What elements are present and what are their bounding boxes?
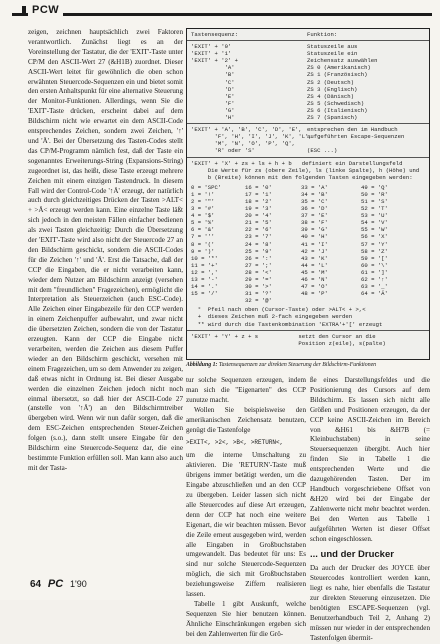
window-line: 'EXIT' + 'X' + zs + ls + h + b definiert ein Darstellungsfeld xyxy=(191,159,403,167)
function-cell: Zeichensatz auswählen xyxy=(307,57,378,65)
value-cell: 57 = 'Y' xyxy=(361,240,388,248)
value-cell: 16 = '0' xyxy=(245,183,272,191)
divider xyxy=(187,157,429,158)
value-cell: 35 = 'C' xyxy=(301,197,328,205)
value-cell: 63 = '_' xyxy=(361,283,388,291)
value-cell: 38 = 'F' xyxy=(301,219,328,227)
key-sequence-cell: 'EXIT' + 'A', 'B', 'C', 'D', 'E', xyxy=(191,126,302,134)
value-cell: 52 = 'T' xyxy=(361,205,388,213)
page-footer xyxy=(30,578,87,590)
value-grid xyxy=(191,184,425,305)
left-text-column xyxy=(28,28,183,568)
function-cell xyxy=(307,140,425,147)
header-rule xyxy=(12,13,432,16)
value-cell: 22 = '6' xyxy=(245,226,272,234)
key-sequence-cell: 'G' xyxy=(191,106,235,114)
value-cell: 24 = '8' xyxy=(245,240,272,248)
note-arrow: ° Pfeil nach oben (Cursor-Taste) oder >ALT< + >,< xyxy=(191,306,366,314)
cursor-line-2: Position z(eile), s(palte) xyxy=(191,339,386,347)
key-sequence-table xyxy=(186,28,430,360)
value-cell: 45 = 'M' xyxy=(301,268,328,276)
mid-paragraph-1: tur solche Sequenzen erzeugen, indem man sich die "Eigenarten" des CCP zunutze macht. xyxy=(186,376,306,404)
value-cell: 34 = 'B' xyxy=(301,190,328,198)
value-cell: 18 = '2' xyxy=(245,197,272,205)
value-cell: 25 = '9' xyxy=(245,247,272,255)
value-cell: 5 = '%' xyxy=(191,219,215,227)
value-cell: 59 = '[' xyxy=(361,254,388,262)
value-cell: 4 = '$' xyxy=(191,212,215,220)
value-cell: 7 = ''' xyxy=(191,233,215,241)
value-cell: 21 = '5' xyxy=(245,219,272,227)
printer-subheading: ... und der Drucker xyxy=(310,549,394,561)
right-paragraph-1: ße eines Darstellungsfeldes und die Positionierung des Cursors auf dem Bildschirm. Es lassen sich nicht alle Größen und Positionen erzeugen, da der CCP keine ASCII-Zeichen im Bereich von &H61 bis &H7B (= Kleinbuchstaben) in seine Steuersequenzen übergibt. Auch hier finden Sie in Tabelle 1 die entsprechenden Werte und die dazugehörenden Tasten. Der im Handbuch vorgeschriebene Offset von &H20 wird bei der Eingabe der Zahlenwerte nicht mehr beachtet werden. Bei den Werten aus Tabelle 1 aufgeführten Werten ist dieser Offset schon eingeschlossen. xyxy=(310,376,430,543)
key-sequence-cell: 'B' xyxy=(191,71,235,79)
value-cell: 49 = 'Q' xyxy=(361,183,388,191)
value-cell: 1 = '!' xyxy=(191,190,215,198)
value-cell: 61 = ']' xyxy=(361,268,388,276)
right-paragraph-2: Da auch der Drucker des JOYCE über Steuercodes kontrolliert werden kann, liegt es nahe, hier ebenfalls die Tastatur zur direkten Steuerung einzusetzen. Die benötigten ESCAPE-Sequenzen (vgl. Benutzerhandbuch Teil 2, Anhang 2) müssen nur wieder in der entsprechenden Tastenfolgen übermit- xyxy=(310,564,430,642)
value-cell: 33 = 'A' xyxy=(301,183,328,191)
value-cell: 32 = '@' xyxy=(245,297,272,305)
table-row xyxy=(191,133,425,140)
page-number: 64 xyxy=(30,579,42,590)
window-desc-1: Die Werte für zs (obere Zeile), ls (linke Spalte), h (Höhe) und xyxy=(191,166,420,174)
value-cell: 42 = 'J' xyxy=(301,247,328,255)
function-cell: ZS 0 (Amerikanisch) xyxy=(307,64,371,72)
value-cell: 13 = '-' xyxy=(191,276,218,283)
table-row xyxy=(191,107,425,114)
value-cell: 37 = 'E' xyxy=(301,212,328,220)
value-cell: 27 = ';' xyxy=(245,261,272,269)
key-sequence-cell: 'E' xyxy=(191,92,235,100)
function-cell: Statuszeile aus xyxy=(307,43,358,51)
value-cell: 30 = '>' xyxy=(245,283,272,291)
value-cell: 11 = '+' xyxy=(191,261,218,269)
function-cell: entsprechen den im Handbuch xyxy=(307,126,398,134)
value-cell: 51 = 'S' xyxy=(361,197,388,205)
function-cell: Statuszeile ein xyxy=(307,50,358,58)
value-cell: 29 = '=' xyxy=(245,276,272,283)
magazine-logo: PC xyxy=(47,578,64,590)
divider xyxy=(187,40,429,41)
key-sequence-cell: 'EXIT' + '0' xyxy=(191,43,232,51)
cursor-line: 'EXIT' + 'Y' + z + s setzt den Cursor an die xyxy=(191,332,376,340)
mid-paragraph-4: Tabelle 1 gibt Auskunft, welche Sequenzen Sie hier benutzen können. Ähnliche Einschränkungen ergeben sich bei den Zahlenwerten für die Grö- xyxy=(186,599,306,638)
table-header-row xyxy=(191,31,425,38)
value-cell: 20 = '4' xyxy=(245,212,272,220)
value-cell: 26 = ':' xyxy=(245,254,272,262)
value-cell: 53 = 'U' xyxy=(361,212,388,220)
value-cell: 46 = 'N' xyxy=(301,276,328,283)
table-row xyxy=(191,147,425,154)
value-cell: 2 = '"' xyxy=(191,197,215,205)
key-sequence-cell: 'C' xyxy=(191,78,235,86)
value-cell: 56 = 'X' xyxy=(361,233,388,241)
mid-key-sequence: >EXIT<, >2<, >B<, >RETURN<, xyxy=(186,439,284,447)
value-cell: 17 = '1' xyxy=(245,190,272,198)
key-sequence-cell: 'EXIT' + '2' + xyxy=(191,57,238,65)
key-sequence-cell: 'H' xyxy=(191,114,235,122)
value-cell: 9 = ')' xyxy=(191,247,215,255)
mid-paragraph-2: Wollen Sie beispielsweise den amerikanischen Zeichensatz benutzen, genügt die Tastenfolge xyxy=(186,405,306,434)
value-cell: 39 = 'G' xyxy=(301,226,328,234)
left-paragraph: zeigen, zeichnen hauptsächlich zwei Faktoren verantwortlich. Zunächst liegt es an der Voreinstellung der Tastatur, die der 'EXIT'-Taste unter CP/M den ASCII-Wert 27 (&H1B) zuordnet. Dieser ASCII-Wert leitet für gewöhnlich die oben schon erwähnten Steuercode-Sequenzen ein und bietet somit den ersten Anhaltspunkt für eine alternative Steuerung der Monitor-Funktionen. Allerdings, wenn Sie die 'EXIT'-Taste drücken, erscheint dabei auf dem Bildschirm nicht wie erwartet ein dem ASCII-Code entsprechendes Zeichen, sondern zwei Zeichen, '↑' und 'Ä'. Bei der Übersetzung des Tasten-Codes stellt das CP/M-Programm nämlich fest, daß der Taste ein sogenanntes Erweiterungs-String (Expansions-String) zugeordnet ist, das heißt, diese Taste erzeugt mehrere Zeichen mit einem einzigen Tastendruck. In diesem Fall wird der Control-Code '↑Ä' erzeugt, der natürlich auch durch gleichzeitiges Drücken der Tasten >ALT< + >Ä< erzeugt werden kann. Eine einzelne Taste läßt sich jedoch in den meisten Fällen einfacher bedienen als zwei Tasten gleichzeitig: Durch die Übersetzung der 'EXIT'-Taste wird also nicht der Steuercode 27 an den Bildschirm geschickt, sondern die ASCII-Codes für die Zeichen '↑' und 'Ä'. Erst die Tatsache, daß der CCP die Eingaben, die er nicht verarbeiten kann, wieder dem Nutzer am Bildschirm anzeigt (versehen mit dem "freundlichen" Fragezeichen), ermöglicht die Interpretation als Steuerzeichen (auch ESC-Code). Alle Zeichen einer Eingabezeile für den CCP werden in einem Zeichenpuffer aufbewahrt, und zwar nicht die übersetzten Zeichen, sondern die von der Tastatur erzeugten. Kann der CCP die Eingabe nicht verarbeiten, werden die Zeichen aus diesem Puffer wieder an den Bildschirm geschickt, versehen mit einem Fragezeichen, um so dem Anwender zu zeigen, daß etwas nicht in Ordnung ist. Bei dieser Ausgabe werden die einzelnen Zeichen jedoch nicht noch einmal übersetzt, so daß hier der ASCII-Code 27 (anstelle von '↑Ä') an den Bildschirmtreiber übergeben wird. Wenn wir nun dafür sorgen, daß die dem ESC-Zeichen entsprechenden Steuer-Zeichen folgen (s.o.), dann stellt unsere Eingabe für den Bildschirm eine Steuercode-Sequenz dar, die eine bestimmte Funktion erfüllen soll. Man kann also auch mit der Tasta- xyxy=(28,28,183,472)
table-row xyxy=(191,50,425,57)
figure-caption xyxy=(186,362,430,369)
value-cell: 19 = '3' xyxy=(245,205,272,213)
table-row xyxy=(191,57,425,64)
key-sequence-cell: 'F' xyxy=(191,99,235,107)
page-header xyxy=(12,4,432,20)
function-cell: ZS 5 (Schwedisch) xyxy=(307,99,365,107)
value-cell: 44 = 'L' xyxy=(301,261,328,269)
function-cell: (ESC ...) xyxy=(307,147,338,155)
table-row xyxy=(191,71,425,78)
note-extra: ** wird durch die Tastenkombination 'EXTRA'+'[' erzeugt xyxy=(191,320,383,328)
value-cell: 54 = 'V' xyxy=(361,219,388,227)
divider xyxy=(187,123,429,124)
function-cell: ZS 1 (Französisch) xyxy=(307,71,368,79)
value-cell: 10 = '*' xyxy=(191,254,218,262)
value-cell: 60 = '\' xyxy=(361,261,388,269)
table-row xyxy=(191,140,425,147)
value-cell: 28 = '<' xyxy=(245,268,272,276)
value-cell: 43 = 'K' xyxy=(301,254,328,262)
function-cell: ZS 3 (Englisch) xyxy=(307,85,358,93)
value-cell: 48 = 'P' xyxy=(301,290,328,298)
value-cell: 0 = 'SPC' xyxy=(191,183,222,191)
issue-number: 1'90 xyxy=(69,579,87,589)
key-sequence-cell: 'D' xyxy=(191,85,235,93)
table-row xyxy=(191,79,425,86)
table-row xyxy=(191,43,425,50)
value-cell xyxy=(361,297,421,304)
value-cell xyxy=(301,297,361,304)
value-cell: 23 = '7' xyxy=(245,233,272,241)
value-cell: 58 = 'Z' xyxy=(361,247,388,255)
key-sequence-cell: 'M', 'N', 'O', 'P', 'Q', xyxy=(191,140,296,148)
table-row xyxy=(191,100,425,107)
table-row xyxy=(191,93,425,100)
caption-label: Abbildung 1: xyxy=(186,362,218,368)
value-cell: 55 = 'W' xyxy=(361,226,388,234)
value-cell xyxy=(191,297,245,304)
value-cell: 6 = '&' xyxy=(191,226,215,234)
key-sequence-cell: 'EXIT' + '1' xyxy=(191,50,232,58)
right-text-column xyxy=(310,376,430,642)
divider xyxy=(187,330,429,331)
value-cell: 15 = '/' xyxy=(191,290,218,298)
value-cell: 41 = 'I' xyxy=(301,240,328,248)
key-sequence-cell: 'A' xyxy=(191,64,235,72)
table-row xyxy=(191,86,425,93)
note-double: + dieses Zeichen muß 2-fach eingegeben werden xyxy=(191,313,353,321)
key-sequence-cell: 'F', 'H', 'I', 'J', 'K', 'L', xyxy=(191,133,312,141)
value-cell: 40 = 'H' xyxy=(301,233,328,241)
table-row xyxy=(191,126,425,133)
function-cell: ZS 2 (Deutsch) xyxy=(307,78,354,86)
caption-text: Tastensequenzen zur direkten Steuerung der Bildschirm-Funktionen xyxy=(218,362,377,368)
value-cell: 3 = '#' xyxy=(191,205,215,213)
value-cell: 36 = 'D' xyxy=(301,205,328,213)
key-sequence-cell: 'R' oder 'S' xyxy=(191,147,255,155)
function-cell: ZS 6 (Italienisch) xyxy=(307,106,368,114)
value-cell: 64 = 'Ä' xyxy=(361,290,388,298)
status-rows xyxy=(191,43,425,121)
header-sequence: Tastensequenz: xyxy=(191,31,238,38)
header-function: Funktion: xyxy=(307,31,338,38)
value-cell: 62 = '↑' xyxy=(361,276,388,283)
function-cell: aufgeführten Escape-Sequenzen xyxy=(307,133,405,141)
value-cell: 12 = ',' xyxy=(191,268,218,276)
table-row xyxy=(191,114,425,121)
mid-paragraph-3: um die interne Umschaltung zu aktivieren. Die 'RETURN'-Taste muß übrigens immer betätigt werden, um die Eingabe abzuschließen und an den CCP zu übergeben. Leider lassen sich nicht alle Steuercodes auf diese Art erzeugen, denn der CCP hat noch eine weitere Eigenart, die wir beachten müssen. Bevor die Zeile erneut ausgegeben wird, werden alle Eingaben in Großbuchstaben umgewandelt. Das bedeutet für uns: Es sind nur solche Steuercode-Sequenzen möglich, die sich mit Großbuchstaben beziehungsweise Ziffern realisieren lassen. xyxy=(186,451,306,599)
value-cell: 14 = '.' xyxy=(191,283,218,291)
table-row xyxy=(191,64,425,71)
function-cell: ZS 4 (Dänisch) xyxy=(307,92,354,100)
exit-rows xyxy=(191,126,425,154)
value-cell: 8 = '(' xyxy=(191,240,215,248)
value-cell: 31 = '?' xyxy=(245,290,272,298)
window-desc-2: b (Breite) können mit den folgenden Tasten eingegeben werden: xyxy=(191,173,413,181)
function-cell: ZS 7 (Spanisch) xyxy=(307,114,358,122)
middle-text-column xyxy=(186,376,306,638)
value-cell: 47 = 'O' xyxy=(301,283,328,291)
section-label: PCW xyxy=(28,4,63,16)
value-cell: 50 = 'R' xyxy=(361,190,388,198)
